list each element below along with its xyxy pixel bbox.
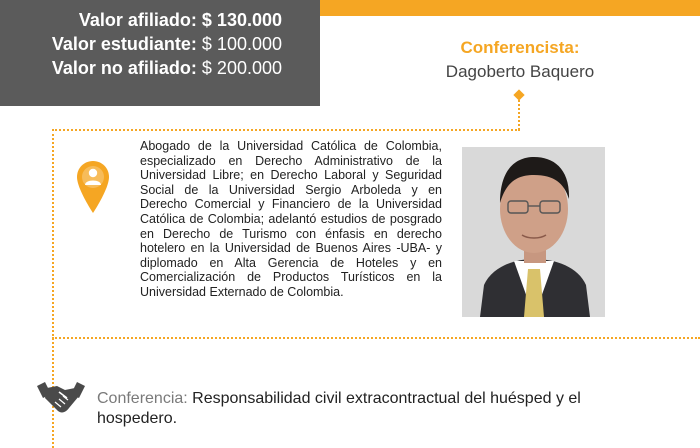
- price-afiliado-value: $ 130.000: [201, 10, 282, 30]
- connector-line-top: [518, 100, 520, 130]
- price-box: [0, 0, 320, 106]
- speaker-name: Dagoberto Baquero: [445, 62, 595, 81]
- top-accent-bar: [320, 0, 700, 16]
- speaker-bio: Abogado de la Universidad Católica de Colombia, especializado en Derecho Administrativo de la Universidad Libre; en Derecho Laboral y Seguridad Social de la Universidad Sergio Arboleda y en Derecho Comercial y Financiero de la Universidad Católica de Colombia; adelantó estudios de posgrado en Derecho de Turismo con énfasis en derecho hotelero en la Universidad de Buenos Aires -UBA- y diplomado en Alta Gerencia de Hoteles y en Comercialización de Productos Turísticos en la Universidad Externado de Colombia.: [140, 139, 442, 299]
- price-estudiante-label: Valor estudiante:: [51, 34, 197, 54]
- price-afiliado: [79, 10, 282, 31]
- divider-top: [52, 129, 520, 131]
- conference-info: [97, 389, 657, 429]
- price-no-afiliado: [52, 58, 282, 79]
- speaker-role: Conferencista:: [460, 38, 580, 57]
- connector-diamond: [513, 89, 524, 100]
- person-pin-icon: [76, 160, 110, 219]
- price-no-afiliado-label: Valor no afiliado:: [51, 58, 197, 78]
- divider-bottom: [52, 337, 700, 339]
- price-estudiante: [52, 34, 282, 55]
- conference-label: Conferencia:: [97, 390, 188, 407]
- price-afiliado-label: Valor afiliado:: [78, 10, 197, 30]
- speaker-photo: [462, 147, 605, 317]
- handshake-icon: [35, 378, 87, 423]
- price-estudiante-value: $ 100.000: [201, 34, 282, 54]
- conference-title: Responsabilidad civil extracontractual del huésped y el hospedero.: [97, 390, 581, 427]
- price-no-afiliado-value: $ 200.000: [201, 58, 282, 78]
